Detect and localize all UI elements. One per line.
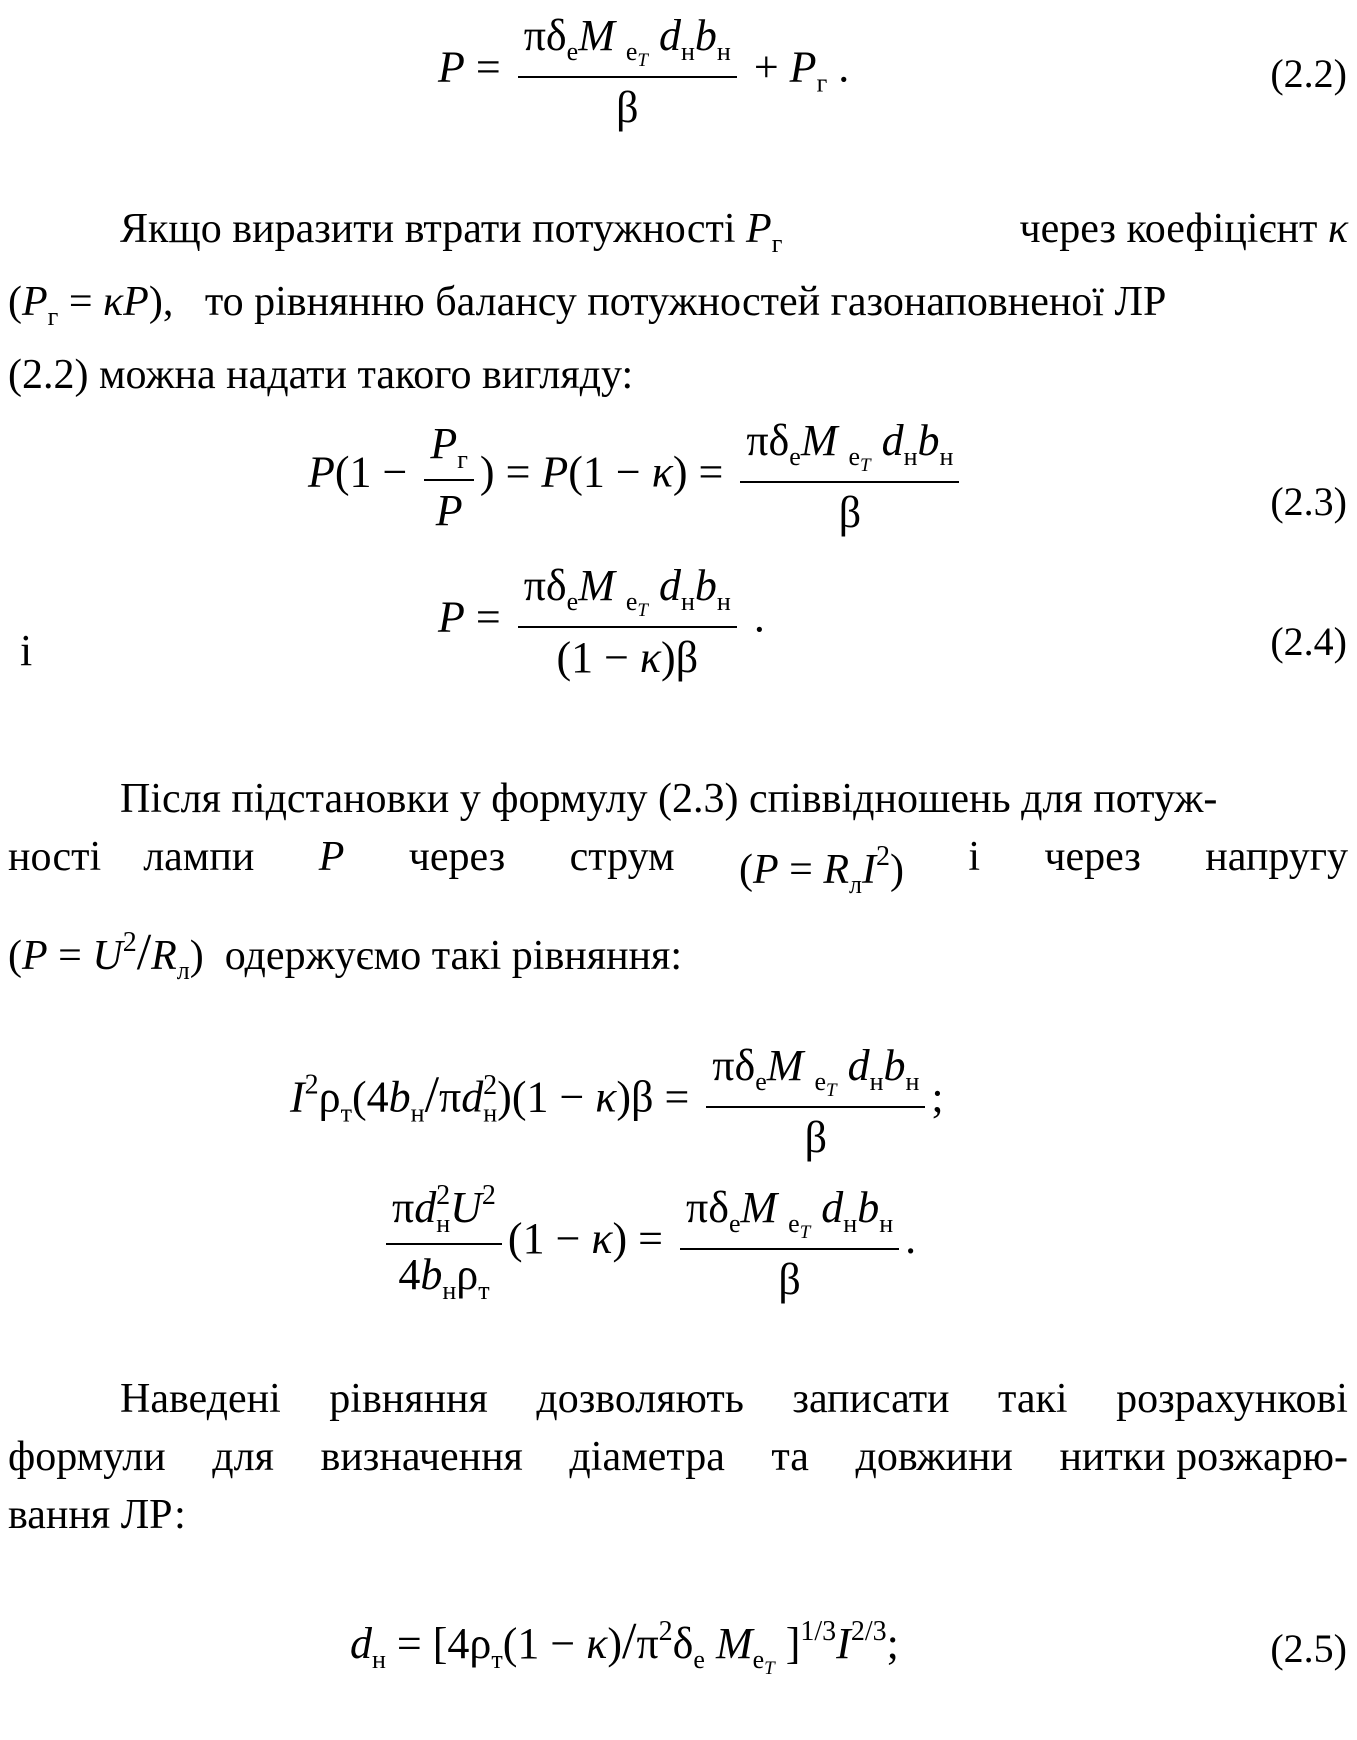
connector-and: і xyxy=(20,626,33,675)
equation-system-1: $I^2\rho_т(4b_н/\pi d_н^2)(1 - \kappa)\beta$ = $\frac{\pi\delta_eM _{e_T} d_нb_н}{\beta}$ ; xyxy=(290,1041,944,1162)
equation-2-2: P = $\frac{\pi\delta_eM _{e_T} d_нb_н}{\beta}$ + $P_г$ . xyxy=(438,11,850,132)
paragraph-3: Наведені рівняння дозволяють записати такі розрахункові формули для визначення діаметра та довжини нитки розжарю- вання ЛР: xyxy=(8,1376,1348,1538)
equation-2-5: $d_н = [4\rho_т(1 - \kappa)/\pi^2\delta_e$ $M_{e_T}$ ]$^{1/3}I^{2/3}$; xyxy=(350,1613,899,1679)
equation-number-2-2: (2.2) xyxy=(1270,51,1347,96)
equation-system-2: $\frac{\pi d_н^2U^2}{4b_н\rho_т}$ (1 − κ) = $\frac{\pi\delta_eM _{e_T} d_нb_н}{\beta}$ . xyxy=(380,1180,916,1306)
paragraph-1: Якщо виразити втрати потужності $P_г$ через коефіцієнт κ $(P_г = \kappa P)$, то рівнянню балансу потужностей газонаповненої ЛР (2.2) можна надати такого вигляду: xyxy=(8,206,1348,398)
equation-2-4: P = $\frac{\pi\delta_eM _{e_T} d_нb_н}{(1 - \kappa)\beta}$ . xyxy=(438,561,765,682)
equation-number-2-5: (2.5) xyxy=(1270,1626,1347,1671)
paragraph-2: Після підстановки у формулу (2.3) співвідношень для потуж- ності лампи P через струм $(P = R_лI^2)$ і через напругу $(P = U^2/R_л)$ одержуємо такі рівняння: xyxy=(8,776,1348,985)
equation-number-2-4: (2.4) xyxy=(1270,619,1347,664)
equation-number-2-3: (2.3) xyxy=(1270,479,1347,524)
equation-2-3: P(1 − $\frac{P_г}{P}$ ) = P(1 − κ) = $\frac{\pi\delta_eM _{e_T} d_нb_н}{\beta}$ xyxy=(308,415,965,538)
